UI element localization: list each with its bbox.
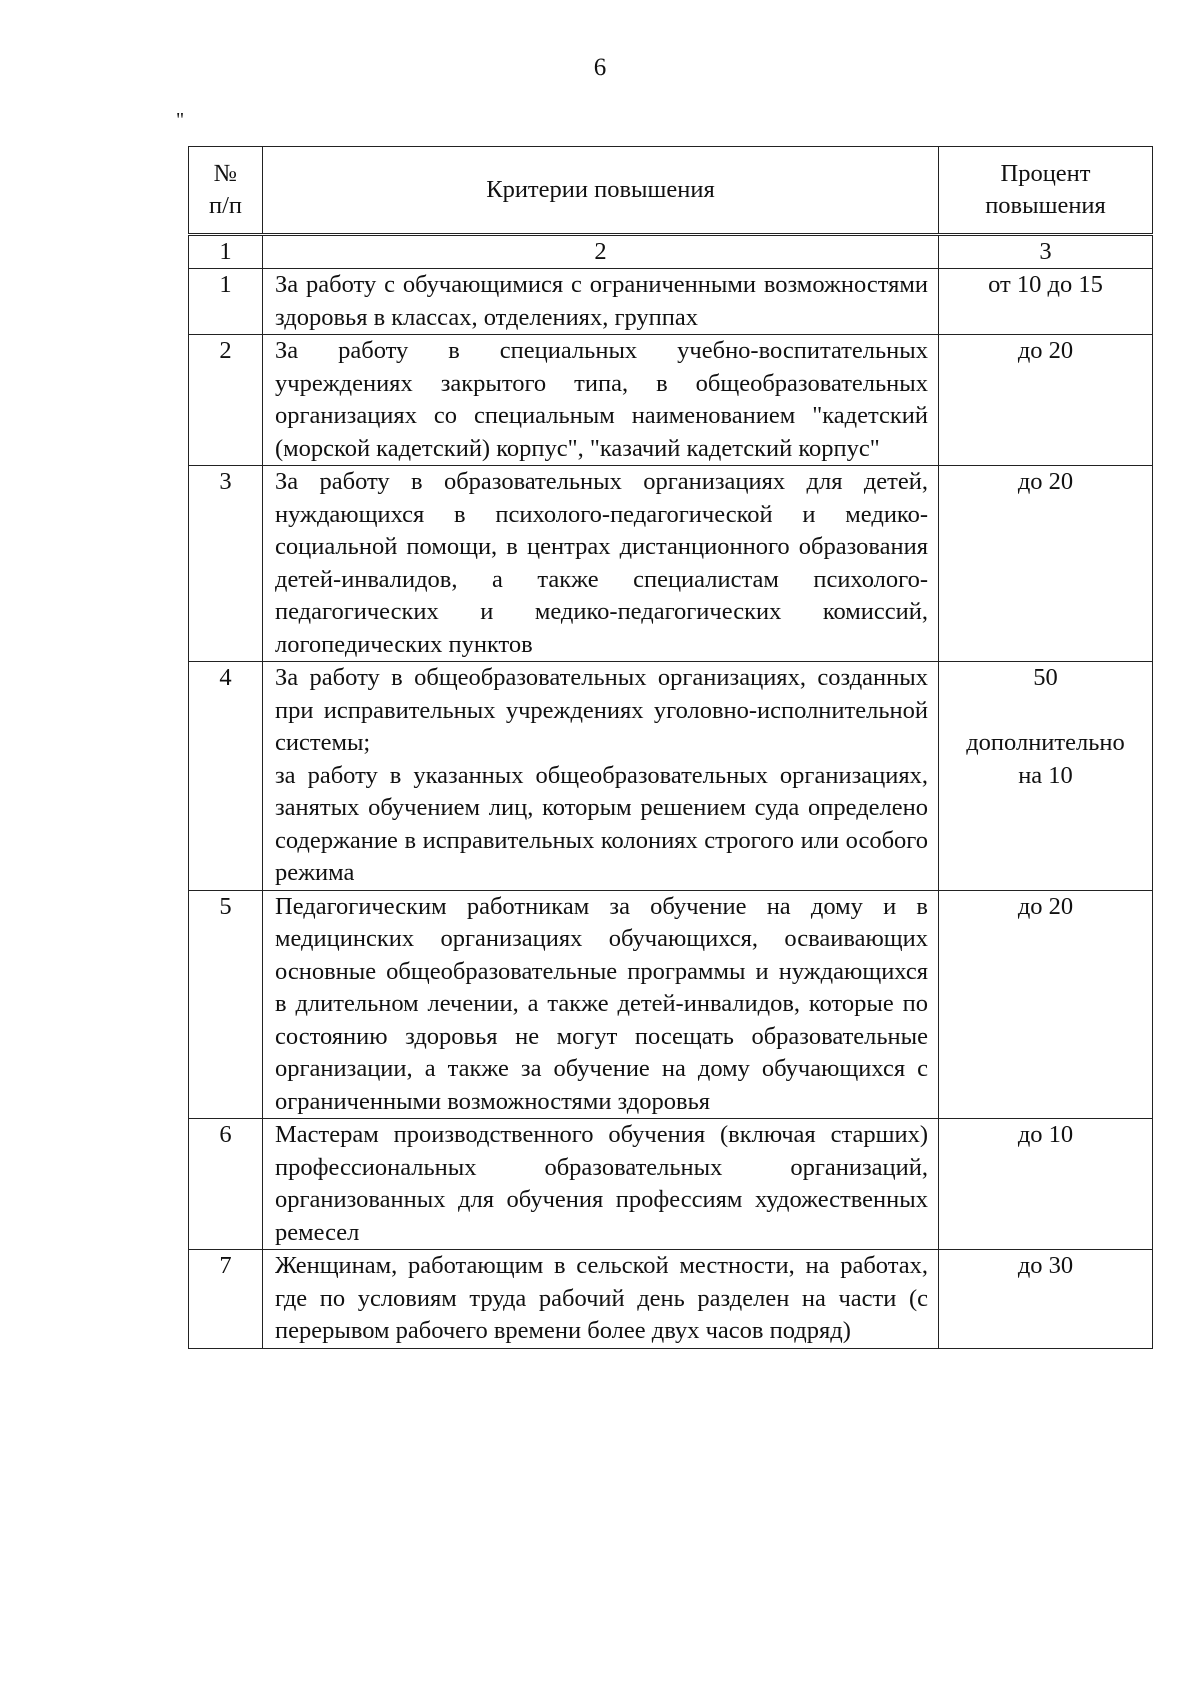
header-percent: Процент повышения (939, 147, 1153, 235)
percent-text: до 10 (1017, 1121, 1074, 1148)
row-percent (939, 269, 1153, 335)
row-percent (939, 335, 1153, 466)
percent-text: 50 (1033, 664, 1058, 691)
column-index-3: 3 (939, 235, 1153, 269)
column-index-2: 2 (263, 235, 939, 269)
percent-text: до 20 (1017, 468, 1074, 495)
percent-text: до 30 (1017, 1252, 1074, 1279)
percent-text: от 10 до 15 (988, 271, 1103, 298)
opening-quote-mark: " (176, 109, 185, 131)
page-number: 6 (593, 54, 607, 81)
header-number: № п/п (189, 147, 263, 235)
criteria-text: За работу в общеобразовательных организациях, созданных при исправительных учреждениях уголовно-исполнительной системы; (275, 664, 928, 756)
row-criteria (263, 335, 939, 466)
table-row (189, 890, 1153, 1119)
criteria-text: Педагогическим работникам за обучение на дому и в медицинских организациях обучающихся, осваивающих основные общеобразовательные программы и нуждающихся в длительном лечении, а также детей-инвалидов, которые по состоянию здоровья не могут посещать образовательные организации, а также за обучение на дому обучающихся с ограниченными возможностями здоровья (275, 892, 928, 1115)
row-criteria (263, 890, 939, 1119)
criteria-text: Женщинам, работающим в сельской местности, на работах, где по условиям труда рабочий день разделен на части (с перерывом рабочего времени более двух часов подряд) (275, 1252, 928, 1344)
row-percent (939, 662, 1153, 891)
row-criteria (263, 1119, 939, 1250)
criteria-text: За работу в специальных учебно-воспитательных учреждениях закрытого типа, в общеобразовательных организациях со специальным наименованием "кадетский (морской кадетский) корпус", "казачий кадетский корпус" (275, 337, 928, 462)
percent-text: до 20 (1017, 337, 1074, 364)
row-percent (939, 890, 1153, 1119)
row-criteria (263, 269, 939, 335)
table-row (189, 1250, 1153, 1349)
row-criteria (263, 662, 939, 891)
criteria-text-continued: за работу в указанных общеобразовательных организациях, занятых обучением лиц, которым решением суда определено содержание в исправительных колониях строгого или особого режима (275, 761, 928, 886)
row-number: 5 (189, 890, 263, 1119)
row-number: 6 (189, 1119, 263, 1250)
table-row (189, 466, 1153, 662)
row-number: 4 (189, 662, 263, 891)
row-percent (939, 1250, 1153, 1349)
row-number: 7 (189, 1250, 263, 1349)
percent-text-additional: дополнительно на 10 (966, 729, 1125, 789)
row-percent (939, 1119, 1153, 1250)
row-number: 1 (189, 269, 263, 335)
criteria-text: За работу в образовательных организациях для детей, нуждающихся в психолого-педагогической и медико-социальной помощи, в центрах дистанционного образования детей-инвалидов, а также специалистам психолого-педагогических и медико-педагогических комиссий, логопедических пунктов (275, 468, 928, 658)
table-row (189, 269, 1153, 335)
row-percent (939, 466, 1153, 662)
table-row (189, 1119, 1153, 1250)
criteria-text: Мастерам производственного обучения (включая старших) профессиональных образовательных организаций, организованных для обучения профессиям художественных ремесел (275, 1121, 928, 1246)
criteria-text: За работу с обучающимися с ограниченными возможностями здоровья в классах, отделениях, группах (275, 271, 928, 331)
row-number: 2 (189, 335, 263, 466)
row-criteria (263, 1250, 939, 1349)
criteria-table (188, 146, 1153, 1349)
percent-text: до 20 (1017, 892, 1074, 920)
row-criteria (263, 466, 939, 662)
header-criteria: Критерии повышения (263, 147, 939, 235)
table-header-row (189, 147, 1153, 235)
column-index-row (189, 235, 1153, 269)
column-index-1: 1 (189, 235, 263, 269)
row-number: 3 (189, 466, 263, 662)
table-row (189, 335, 1153, 466)
table-row (189, 662, 1153, 891)
